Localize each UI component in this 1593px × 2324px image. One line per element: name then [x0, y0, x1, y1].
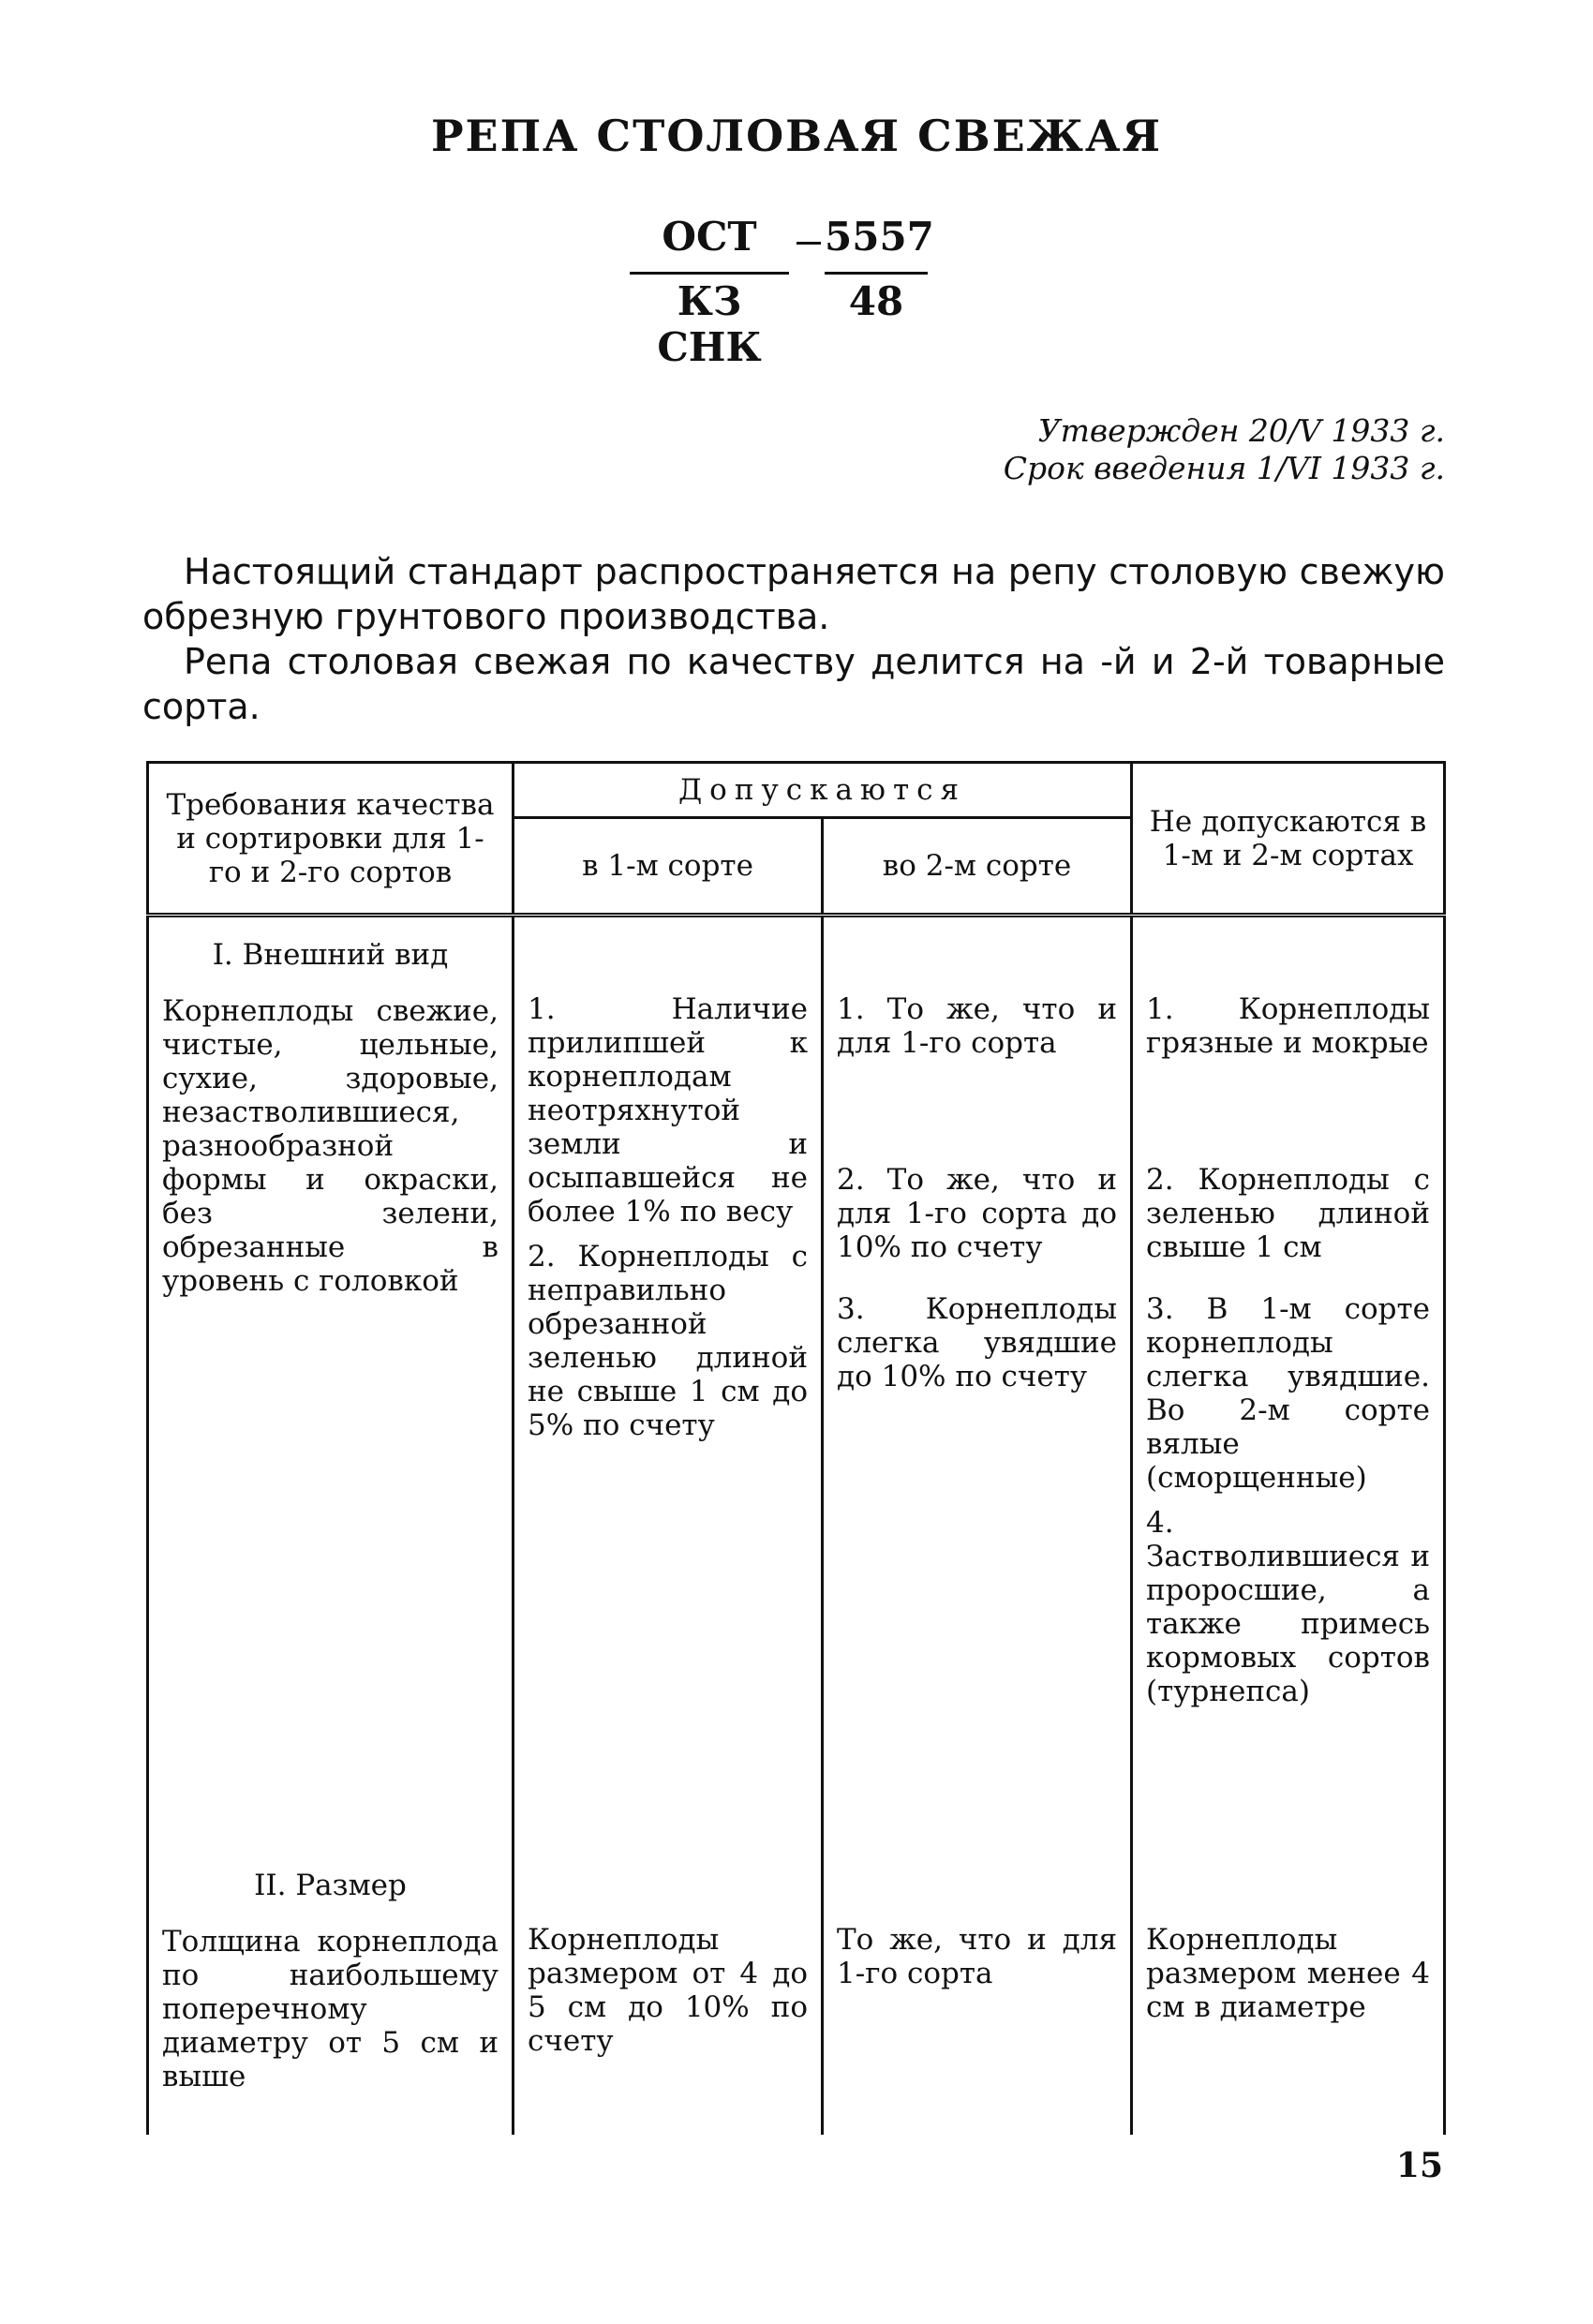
requirement-cell — [148, 916, 514, 1869]
header-allowed: Допускаются — [514, 763, 1132, 818]
section-title: I. Внешний вид — [212, 938, 449, 972]
grade-2-item: То же, что и для 1-го сорта — [837, 1922, 1118, 1990]
requirement-text: Толщина корнеплода по наибольшему поперечному диаметру от 5 см и выше — [162, 1924, 499, 2093]
designation-numerator-right: 5557 — [825, 214, 934, 260]
designation-denominator-left: КЗ СНК — [630, 272, 789, 370]
grade-1-item: Корнеплоды размером от 4 до 5 см до 10% по счету — [528, 1922, 808, 2058]
intro-paragraph-2: Репа столовая свежая по качеству делится на -й и 2-й товарные сорта. — [142, 641, 1445, 727]
grade-2-cell — [823, 916, 1132, 1869]
designation-denominator-right: 48 — [825, 272, 928, 324]
not-allowed-item: 4. Застволившиеся и проросшие, а также примесь кормовых сортов (турнепса) — [1146, 1506, 1431, 1708]
quality-requirements-table — [146, 761, 1446, 2135]
approval-date: Утвержден 20/V 1933 г. — [1037, 412, 1445, 449]
intro-text — [142, 549, 1445, 729]
grade-1-item: 2. Корнеплоды с неправильно обрезанной зеленью длиной не свыше 1 см до 5% по счету — [528, 1240, 808, 1442]
grade-1-cell — [514, 1869, 823, 2135]
header-grade-1: в 1-м сорте — [514, 818, 823, 916]
section-title: II. Размер — [254, 1868, 407, 1902]
effective-date: Срок введения 1/VI 1933 г. — [1003, 450, 1445, 486]
requirement-text: Корнеплоды свежие, чистые, цельные, сухие, здоровые, незастволившиеся, разнообразной формы и окраски, без зелени, обрезанные в уровень с головкой — [162, 994, 499, 1298]
grade-2-item: 2. То же, что и для 1-го сорта до 10% по счету — [837, 1163, 1118, 1264]
grade-2-cell — [823, 1869, 1132, 2135]
intro-paragraph-1: Настоящий стандарт распространяется на репу столовую свежую обрезную грунтового производства. — [142, 551, 1445, 637]
grade-2-item: 3. Корнеплоды слегка увядшие до 10% по счету — [837, 1292, 1118, 1393]
designation-numerator-left: ОСТ — [662, 214, 757, 260]
requirement-cell — [148, 1869, 514, 2135]
designation-dash — [796, 242, 821, 245]
table-row — [148, 1869, 1445, 2135]
not-allowed-cell — [1132, 916, 1445, 1869]
not-allowed-item: 1. Корнеплоды грязные и мокрые — [1146, 992, 1431, 1060]
header-not-allowed: Не допускаются в 1-м и 2-м сортах — [1132, 763, 1445, 916]
page-number: 15 — [1395, 2146, 1443, 2185]
header-grade-2: во 2-м сорте — [823, 818, 1132, 916]
not-allowed-item: 2. Корнеплоды с зеленью длиной свыше 1 см — [1146, 1163, 1431, 1264]
grade-1-item: 1. Наличие прилипшей к корнеплодам неотряхнутой земли и осыпавшейся не более 1% по весу — [528, 992, 808, 1229]
header-requirements: Требования качества и сортировки для 1-го и 2-го сортов — [148, 763, 514, 916]
grade-2-item: 1. То же, что и для 1-го сорта — [837, 992, 1118, 1060]
not-allowed-cell — [1132, 1869, 1445, 2135]
not-allowed-item: Корнеплоды размером менее 4 см в диаметре — [1146, 1922, 1431, 2024]
approval-block — [1004, 412, 1445, 487]
grade-1-cell — [514, 916, 823, 1869]
table-row — [148, 916, 1445, 1869]
not-allowed-item: 3. В 1-м сорте корнеплоды слегка увядшие. Во 2-м сорте вялые (сморщенные) — [1146, 1292, 1431, 1495]
page-title: РЕПА СТОЛОВАЯ СВЕЖАЯ — [430, 111, 1163, 161]
standard-designation — [630, 214, 948, 370]
